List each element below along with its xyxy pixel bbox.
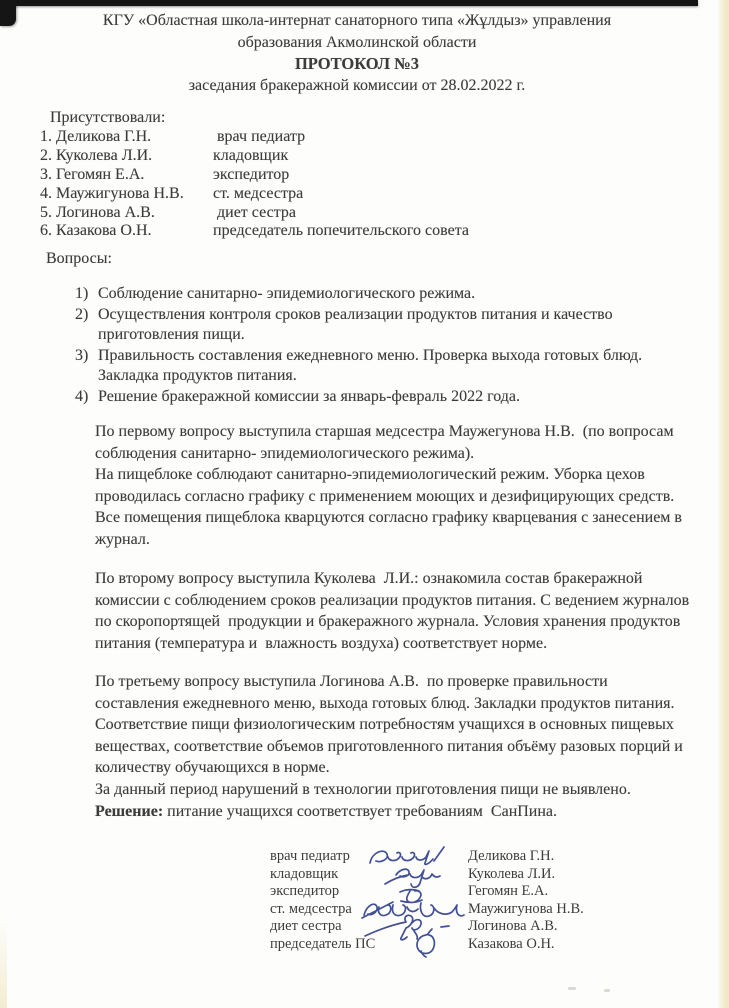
attendee-name: 6. Казакова О.Н.: [40, 222, 152, 240]
paragraph-line: веществах, соответствие объемов приготовленного питания объёму разовых порций и: [95, 737, 683, 755]
signature-name: Куколева Л.И.: [468, 865, 556, 882]
signature-row: [270, 866, 584, 884]
signature-name: Гегомян Е.А.: [468, 883, 549, 900]
attendee-row: [40, 222, 469, 241]
paragraph-line: соблюдения санитарно- эпидемиологического режима).: [95, 444, 475, 462]
paragraph-line: составления ежедневного меню, выхода готовых блюд. Закладки продуктов питания.: [95, 694, 675, 712]
question-line: Закладка продуктов питания.: [98, 367, 297, 385]
question-line: Правильность составления ежедневного меню. Проверка выхода готовых блюд.: [98, 346, 643, 364]
attendee-role: кладовщик: [213, 146, 289, 164]
attendee-name: 1. Деликова Г.Н.: [40, 127, 152, 145]
signature-row: [270, 918, 584, 936]
attendee-row: [40, 204, 469, 223]
questions-label: Вопросы:: [46, 250, 112, 267]
document-header: [0, 10, 714, 96]
paragraph-line: На пищеблоке соблюдают санитарно-эпидемиологический режим. Уборка цехов: [95, 466, 645, 484]
paragraph-third-question: [95, 671, 683, 822]
attendee-role: диет сестра: [213, 203, 296, 221]
signature-name: Логинова А.В.: [468, 918, 558, 935]
org-name-line-2: образования Акмолинской области: [237, 33, 477, 51]
signature-name: Маужигунова Н.В.: [468, 900, 584, 917]
attendee-row: [40, 147, 469, 166]
signature-role: экспедитор: [270, 883, 340, 900]
signature-row: [270, 936, 584, 954]
decision-line: [95, 801, 683, 823]
attendees-label: Присутствовали:: [50, 109, 166, 126]
paragraph-line: количеству обучающихся в норме.: [95, 759, 330, 777]
paragraph-line: За данный период нарушений в технологии приготовления пищи не выявлено.: [95, 780, 631, 798]
question-text: [98, 346, 642, 387]
paragraph-second-question: [95, 568, 689, 654]
scan-speck: [568, 987, 576, 990]
scan-artifact-bottomleft-edge: [0, 918, 7, 1008]
question-text: [98, 305, 613, 346]
signature-role: ст. медсестра: [270, 900, 352, 917]
attendee-role: врач педиатр: [213, 127, 306, 145]
protocol-title: ПРОТОКОЛ №3: [294, 54, 420, 74]
attendee-row: [40, 185, 469, 204]
scan-artifact-top-strip: [0, 0, 698, 6]
decision-text: питание учащихся соответствует требованиям СанПина.: [163, 802, 558, 820]
paragraph-line: комиссии с соблюдением сроков реализации продуктов питания. С ведением журналов: [95, 591, 690, 609]
attendee-role: экспедитор: [213, 165, 290, 183]
attendee-name: 4. Маужигунова Н.В.: [40, 184, 184, 202]
signature-block: [270, 848, 584, 954]
attendee-role: ст. медсестра: [213, 184, 304, 202]
question-line: Соблюдение санитарно- эпидемиологического режима.: [98, 285, 476, 302]
paragraph-line: по скоропортящей продукции и бракеражного журнала. Условия хранения продуктов: [95, 613, 681, 631]
paragraph-line: проводилась согласно графику с применением моющих и дезифицирующих средств.: [95, 487, 675, 505]
attendee-name: 2. Куколева Л.И.: [40, 146, 153, 164]
question-item: [75, 305, 642, 346]
question-item: [75, 387, 642, 408]
signature-row: [270, 901, 584, 919]
protocol-subtitle: заседания бракеражной комиссии от 28.02.2022 г.: [188, 76, 526, 94]
questions-list: [75, 284, 642, 408]
signature-row: [270, 848, 584, 866]
question-text: [98, 387, 520, 408]
question-line: приготовления пищи.: [98, 326, 245, 344]
signature-role: кладовщик: [270, 865, 339, 882]
signature-role: диет сестра: [270, 918, 342, 935]
question-item: [75, 284, 642, 305]
question-line: Решение бракеражной комиссии за январь-февраль 2022 года.: [98, 387, 521, 405]
question-number: 1): [75, 285, 89, 302]
paragraph-line: По третьему вопросу выступила Логинова А.В. по проверке правильности: [95, 673, 608, 690]
paragraph-line: Все помещения пищеблока кварцуются согласно графику кварцевания с занесением в: [95, 509, 682, 527]
scan-artifact-right-edge: [717, 0, 729, 1008]
paragraph-line: питания (температура и влажность воздуха) соответствует норме.: [95, 634, 548, 652]
org-name-line-1: КГУ «Областная школа-интернат санаторного типа «Жұлдыз» управления: [102, 12, 612, 29]
question-number: 4): [75, 387, 89, 405]
question-number: 3): [75, 346, 89, 364]
decision-label: Решение:: [95, 802, 164, 820]
question-item: [75, 346, 642, 387]
signature-row: [270, 883, 584, 901]
question-text: [98, 284, 475, 305]
question-line: Осуществления контроля сроков реализации продуктов питания и качество: [98, 305, 613, 323]
signature-name: Деликова Г.Н.: [468, 848, 555, 864]
signature-name: Казакова О.Н.: [468, 935, 555, 952]
paragraph-line: Соответствие пищи физиологическим потребностям учащихся в основных пищевых: [95, 716, 674, 734]
attendee-row: [40, 128, 469, 147]
paragraph-line: журнал.: [95, 530, 150, 548]
attendee-name: 5. Логинова А.В.: [40, 203, 155, 221]
scan-speck: [604, 989, 610, 992]
attendee-role: председатель попечительского совета: [213, 222, 469, 240]
paragraph-line: По второму вопросу выступила Куколева Л.И.: ознакомила состав бракеражной: [95, 570, 643, 587]
attendee-name: 3. Гегомян Е.А.: [40, 165, 145, 183]
attendee-row: [40, 166, 469, 185]
paragraph-line: По первому вопросу выступила старшая медсестра Маужегунова Н.В. (по вопросам: [95, 423, 674, 440]
question-number: 2): [75, 305, 89, 323]
signature-role: врач педиатр: [270, 848, 350, 864]
signature-role: председатель ПС: [270, 935, 376, 952]
paragraph-first-question: [95, 421, 682, 551]
attendees-section: [40, 109, 469, 241]
